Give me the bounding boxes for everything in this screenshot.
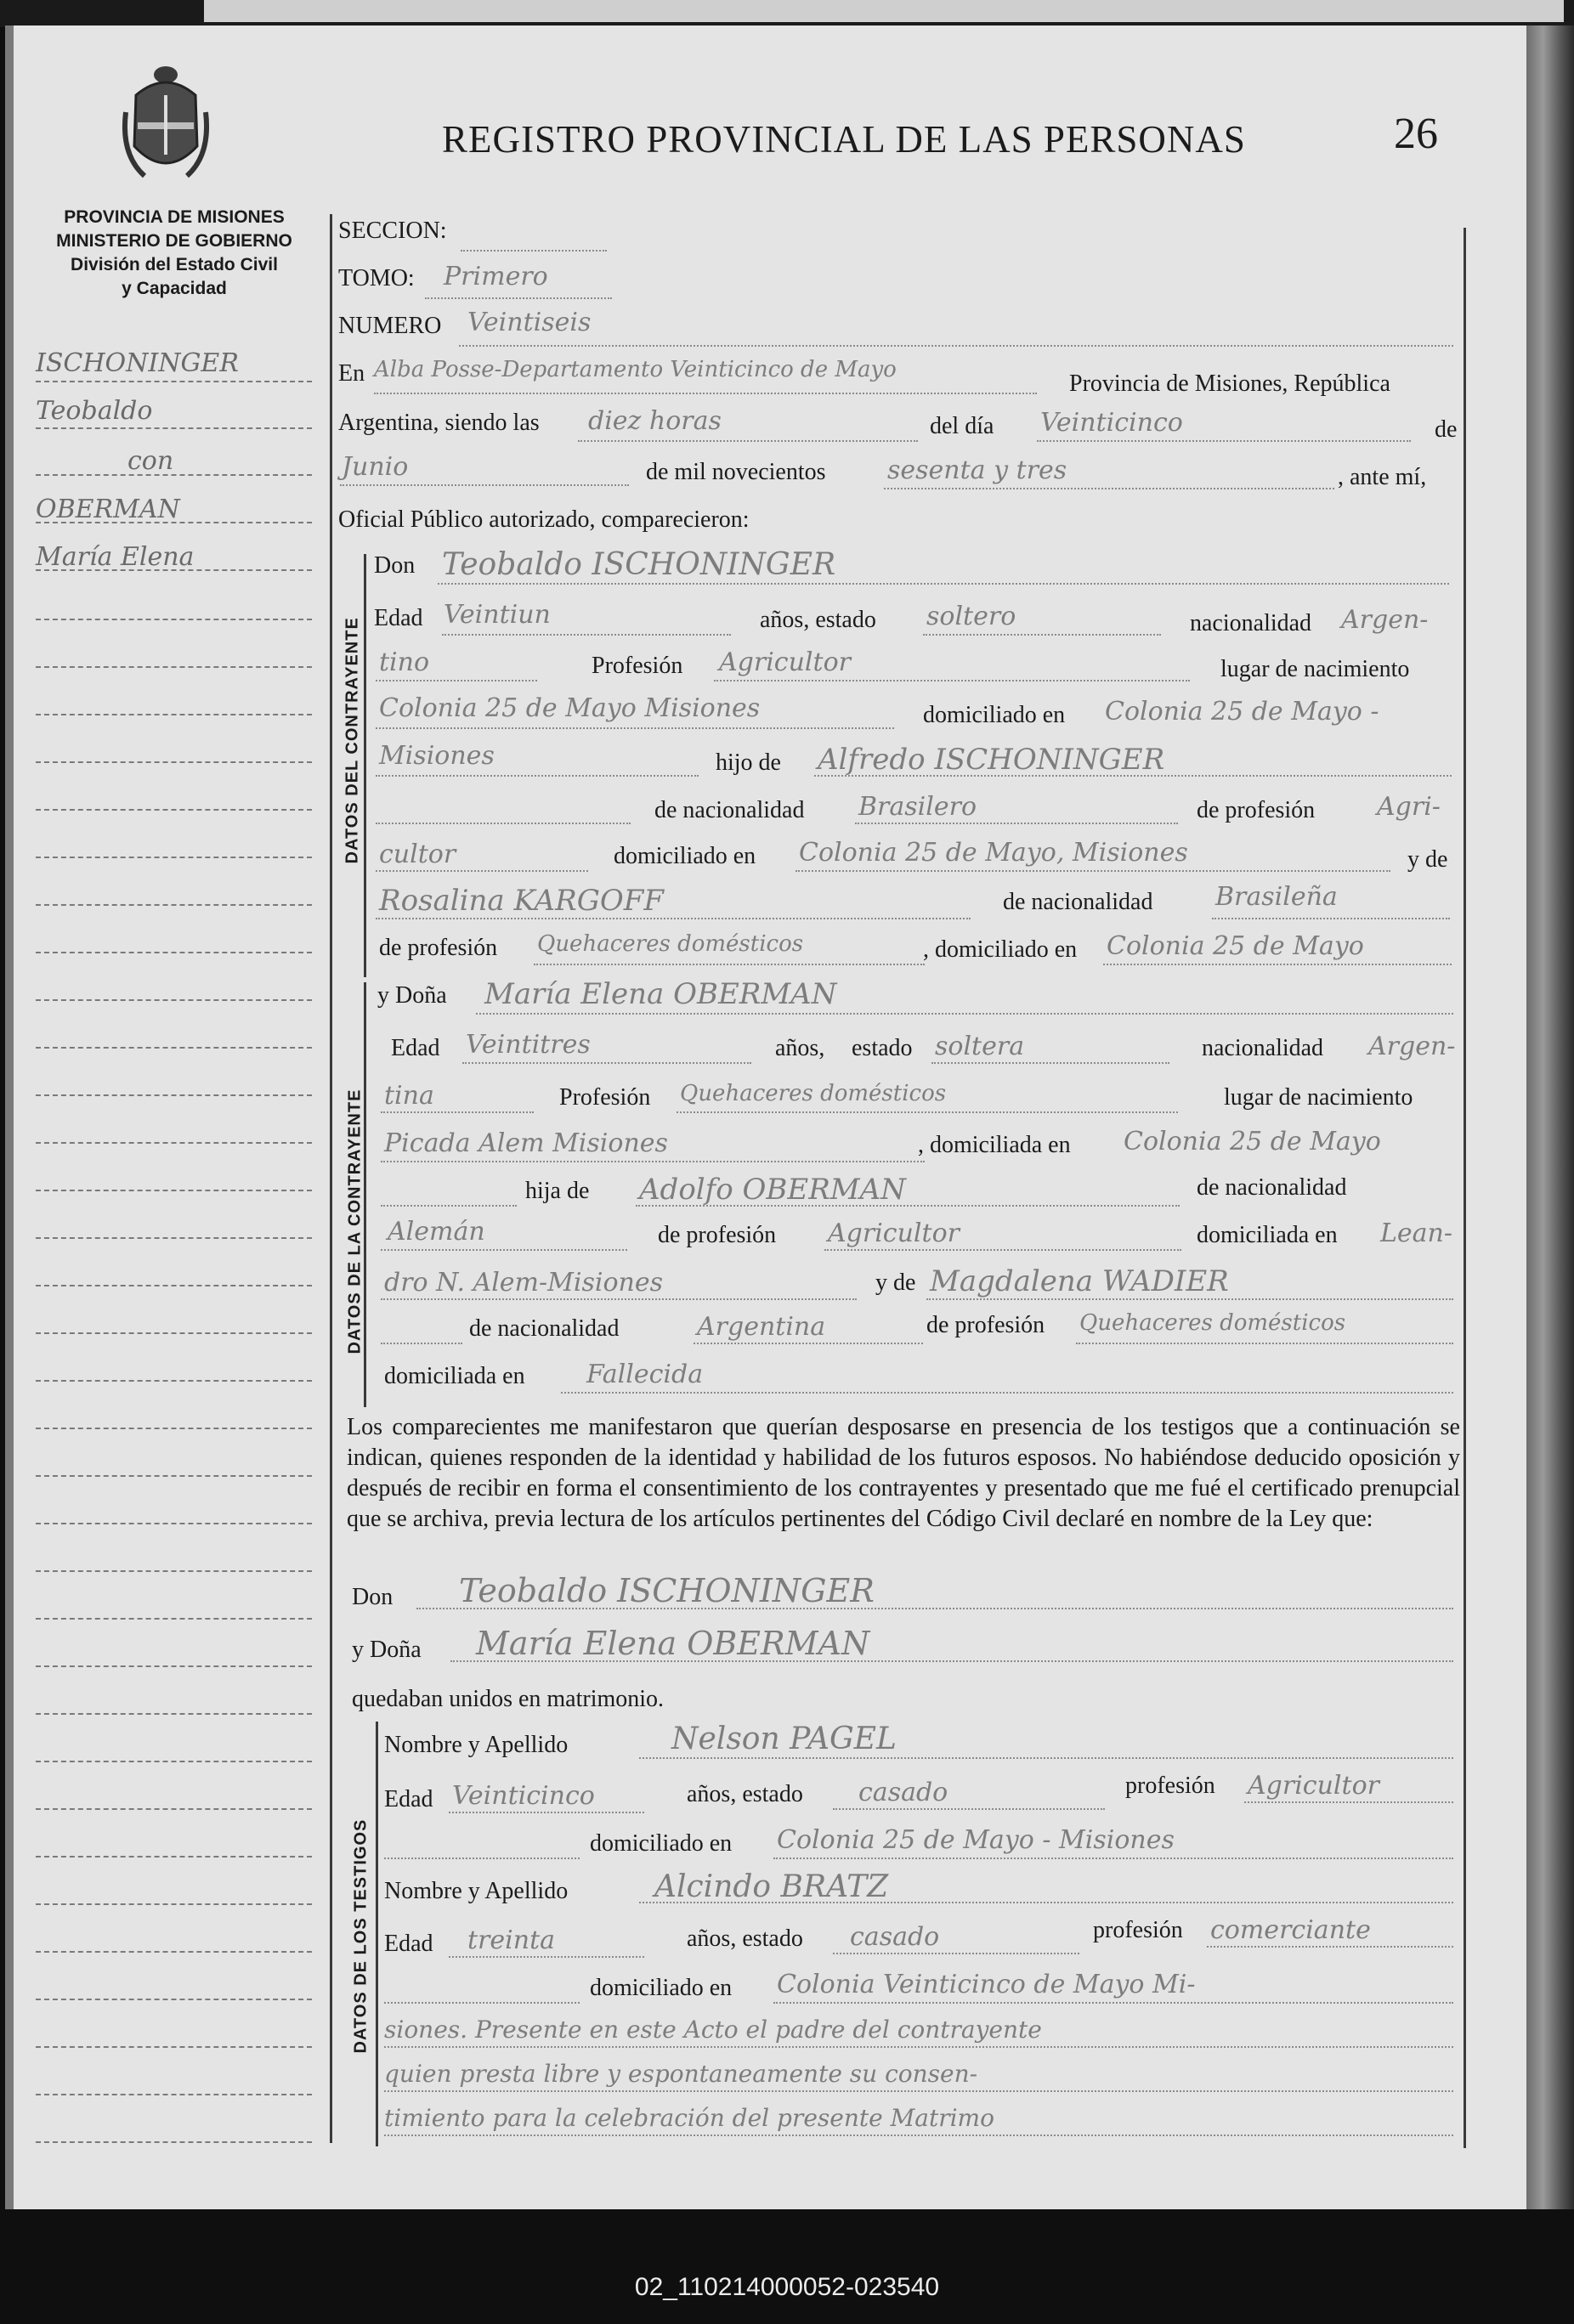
tomo-line	[425, 297, 612, 299]
bride-edad-label: Edad	[391, 1035, 440, 1061]
margin-note-given-2: María Elena	[36, 542, 195, 572]
margin-note-surname-2: OBERMAN	[36, 495, 180, 524]
groom-age: Veintiun	[444, 600, 551, 630]
agency-line-4: y Capacidad	[122, 279, 227, 298]
contrayente-bracket	[364, 554, 366, 977]
witness1-nombre-label: Nombre y Apellido	[384, 1732, 569, 1758]
margin-rule	[36, 1903, 312, 1905]
margin-rule	[36, 1570, 312, 1572]
father-dom-label: domiciliado en	[614, 843, 756, 869]
testigos-section-label: DATOS DE LOS TESTIGOS	[351, 1818, 371, 2054]
margin-rule	[36, 1475, 312, 1477]
margin-rule	[36, 2094, 312, 2095]
margin-rule	[36, 809, 312, 811]
groom-father-prof-1: Agri-	[1377, 792, 1441, 822]
declaration-paragraph: Los comparecientes me manifestaron que querían desposarse en presencia de los testigos que a continuación se indican, quienes responden de la identidad y habilidad de los futuros esposos. No habiéndose deducido oposición y después de recibir en forma el consentimiento de los contrayentes y presentado que me fué el certificado prenupcial que se archiva, previa lectura de los artículos pertinentes del Código Civil declaré en nombre de la Ley que:	[347, 1414, 1460, 1532]
margin-rule	[36, 761, 312, 763]
margin-rule	[36, 1856, 312, 1858]
groom-father-nat: Brasilero	[858, 792, 977, 822]
bride-estado-label: estado	[852, 1035, 913, 1061]
tomo-value: Primero	[444, 262, 548, 291]
bride-father-prof: Agricultor	[828, 1219, 960, 1248]
contrayente-section-label: DATOS DEL CONTRAYENTE	[343, 617, 362, 864]
groom-father-line	[814, 775, 1452, 777]
margin-rule	[36, 1951, 312, 1953]
decl-groom: Teobaldo ISCHONINGER	[459, 1572, 875, 1609]
bride-mother: Magdalena WADIER	[930, 1264, 1229, 1298]
witness2-anos-label: años, estado	[687, 1925, 803, 1952]
margin-rule	[36, 381, 312, 382]
margin-rule	[36, 1047, 312, 1049]
margin-rule	[36, 1618, 312, 1620]
decl-don-label: Don	[352, 1584, 394, 1610]
bride-birthplace: Picada Alem Misiones	[384, 1128, 668, 1158]
bride-blank-line	[381, 1205, 517, 1207]
groom-birthplace-line	[376, 727, 894, 729]
groom-domicile-line	[376, 775, 699, 777]
nacionalidad-label: nacionalidad	[1190, 610, 1312, 636]
edad-label: Edad	[374, 605, 423, 631]
witness2-blank-line	[384, 2002, 580, 2004]
month-value: Junio	[342, 452, 409, 482]
numero-value: Veintiseis	[467, 308, 592, 337]
bride-nat-label: nacionalidad	[1202, 1035, 1324, 1061]
hour-value: diez horas	[588, 406, 722, 436]
groom-mother-prof-line	[534, 964, 925, 965]
groom-nat-1: Argen-	[1341, 605, 1429, 635]
margin-rule	[36, 1523, 312, 1524]
mil-text: de mil novecientos	[646, 459, 826, 485]
contrayenta-section-label: DATOS DE LA CONTRAYENTE	[345, 1088, 365, 1354]
bride-mother-line	[926, 1298, 1453, 1300]
margin-rule	[36, 1190, 312, 1191]
witness1-blank-line	[384, 1858, 580, 1859]
numero-line	[459, 345, 1453, 347]
witness2-prof-line	[1207, 1946, 1453, 1948]
groom-domicile-2: Misiones	[379, 741, 495, 771]
margin-rule	[36, 1380, 312, 1382]
groom-profesion: Agricultor	[719, 647, 851, 677]
groom-father-dom: Colonia 25 de Mayo, Misiones	[799, 838, 1188, 868]
bride-father-nat: Alemán	[388, 1217, 485, 1247]
margin-rule	[36, 1142, 312, 1144]
hour-line	[578, 440, 918, 442]
testigos-bracket	[376, 1722, 378, 2146]
margin-rule	[36, 1094, 312, 1096]
decl-bride: María Elena OBERMAN	[476, 1625, 870, 1662]
margin-rule	[36, 2141, 312, 2143]
margin-rule	[36, 666, 312, 668]
witness2-name: Alcindo BRATZ	[654, 1869, 889, 1904]
dia-text: del día	[930, 413, 994, 439]
witness2-name-line	[639, 1902, 1453, 1903]
witness1-dom-line	[773, 1858, 1453, 1859]
witness1-dom-label: domiciliado en	[590, 1830, 733, 1857]
margin-rule	[36, 952, 312, 953]
bride-nat-2: tina	[384, 1081, 434, 1111]
profesion-label: Profesión	[592, 653, 683, 679]
witness2-dom: Colonia Veinticinco de Mayo Mi-	[777, 1970, 1196, 1999]
place-value: Alba Posse-Departamento Veinticinco de Mayo	[374, 357, 897, 382]
witness2-nombre-label: Nombre y Apellido	[384, 1878, 569, 1904]
groom-estado-line	[923, 634, 1161, 636]
margin-rule	[36, 904, 312, 906]
groom-mother: Rosalina KARGOFF	[379, 884, 664, 918]
margin-rule	[36, 2046, 312, 2048]
margin-note-given: Teobaldo	[36, 396, 153, 426]
witness1-dom: Colonia 25 de Mayo - Misiones	[777, 1825, 1175, 1855]
margin-rule	[36, 1713, 312, 1715]
margin-rule	[36, 1237, 312, 1239]
groom-mother-nat: Brasileña	[1215, 882, 1338, 912]
witness2-dom-label: domiciliado en	[590, 1975, 733, 2001]
groom-domicile-1: Colonia 25 de Mayo -	[1105, 697, 1379, 727]
witness1-age: Veinticinco	[452, 1781, 595, 1811]
bride-mother-prof-line	[1076, 1343, 1453, 1344]
lugar-label: lugar de nacimiento	[1220, 656, 1410, 682]
mother-nat-label: de nacionalidad	[1003, 889, 1153, 915]
domiciliado-label: domiciliado en	[923, 702, 1066, 728]
bride-y-de-label: y de	[875, 1269, 916, 1296]
witness-extra-line-1	[384, 2046, 1453, 2048]
bride-profesion: Quehaceres domésticos	[680, 1081, 947, 1106]
bride-father-dom-2: dro N. Alem-Misiones	[384, 1268, 663, 1298]
witness1-estado-line	[833, 1808, 1105, 1810]
groom-name: Teobaldo ISCHONINGER	[442, 547, 836, 582]
scan-next-page-edge	[204, 0, 1564, 22]
groom-profesion-line	[714, 680, 1190, 681]
bride-mother-nat-line	[694, 1343, 923, 1344]
margin-rule	[36, 1761, 312, 1762]
numero-label: NUMERO	[338, 313, 442, 339]
decl-dona-label: y Doña	[352, 1637, 422, 1663]
bride-father-dom-1: Lean-	[1380, 1219, 1453, 1248]
witness2-prof: comerciante	[1210, 1915, 1371, 1945]
en-label: En	[338, 360, 365, 387]
tomo-label: TOMO:	[338, 265, 415, 291]
month-line	[340, 484, 629, 486]
decl-closing: quedaban unidos en matrimonio.	[352, 1686, 665, 1712]
bride-name-line	[476, 1013, 1453, 1015]
bride-nat-line	[381, 1111, 534, 1113]
groom-father-nat-line	[855, 823, 1178, 824]
margin-rule	[36, 714, 312, 715]
bride-mother-nat-label: de nacionalidad	[469, 1315, 620, 1342]
book-binding	[1526, 25, 1574, 2209]
hija-label: hija de	[525, 1178, 590, 1204]
margin-rule	[36, 619, 312, 620]
national-coat-of-arms-icon	[119, 61, 212, 189]
witness1-prof: Agricultor	[1248, 1771, 1379, 1801]
margin-note-surname: ISCHONINGER	[36, 348, 239, 378]
groom-birthplace: Colonia 25 de Mayo Misiones	[379, 693, 761, 723]
bride-mother-prof-label: de profesión	[926, 1312, 1045, 1338]
witness2-prof-label: profesión	[1093, 1917, 1183, 1943]
witness1-name: Nelson PAGEL	[671, 1722, 897, 1756]
dona-label: y Doña	[377, 982, 447, 1009]
witness2-dom-line	[773, 2002, 1453, 2004]
witness1-prof-label: profesión	[1125, 1773, 1215, 1799]
witness-extra-2: quien presta libre y espontaneamente su consen-	[384, 2060, 978, 2088]
bride-father-nat-label: de nacionalidad	[1197, 1174, 1347, 1201]
groom-father-dom-line	[795, 870, 1390, 872]
groom-father-prof-2: cultor	[379, 840, 456, 869]
margin-note-con: con	[127, 446, 174, 476]
groom-age-line	[442, 634, 731, 636]
day-value: Veinticinco	[1040, 408, 1183, 438]
bride-father-prof-label: de profesión	[658, 1222, 777, 1248]
bride-father-nat-line	[381, 1249, 627, 1251]
margin-rule	[36, 427, 312, 429]
margin-rule	[36, 1428, 312, 1429]
margin-rule	[36, 1999, 312, 2000]
mother-prof-label: de profesión	[379, 935, 498, 961]
witness1-prof-line	[1244, 1801, 1453, 1803]
father-prof-label: de profesión	[1197, 797, 1316, 823]
groom-father-prof-line	[376, 870, 588, 872]
groom-name-line	[438, 583, 1449, 585]
agency-header	[34, 206, 314, 301]
bride-nat-1: Argen-	[1368, 1032, 1456, 1061]
margin-rule	[36, 1808, 312, 1810]
margin-rule	[36, 569, 312, 571]
bride-father-prof-line	[824, 1249, 1181, 1251]
witness-extra-line-2	[384, 2090, 1453, 2092]
year-value: sesenta y tres	[887, 455, 1067, 485]
witness1-name-line	[639, 1757, 1453, 1759]
anos-label: años, estado	[760, 607, 876, 633]
bride-father: Adolfo OBERMAN	[639, 1173, 906, 1207]
bride-profesion-label: Profesión	[559, 1084, 651, 1111]
witness2-estado-line	[833, 1953, 1079, 1954]
left-column-rule	[330, 214, 332, 2143]
witness1-age-line	[449, 1812, 644, 1813]
witness-extra-3: timiento para la celebración del presente Matrimo	[384, 2104, 994, 2132]
de-text: de	[1435, 416, 1458, 443]
year-line	[884, 488, 1334, 489]
witness1-estado: casado	[858, 1778, 948, 1807]
groom-mother-dom: Colonia 25 de Mayo	[1107, 931, 1364, 961]
bride-mother-prof: Quehaceres domésticos	[1079, 1310, 1346, 1336]
bride-domiciliada-label: , domiciliada en	[918, 1132, 1071, 1158]
margin-rule	[36, 1285, 312, 1286]
witness2-edad-label: Edad	[384, 1931, 433, 1957]
argentina-text: Argentina, siendo las	[338, 410, 540, 436]
place-line	[374, 393, 1037, 394]
witness2-estado: casado	[850, 1922, 940, 1952]
witness-extra-line-3	[384, 2135, 1453, 2136]
y-de-label: y de	[1407, 846, 1448, 873]
page-number: 26	[1394, 110, 1438, 158]
father-nat-label: de nacionalidad	[654, 797, 805, 823]
bride-mother-dom-line	[561, 1392, 1453, 1394]
groom-nat-line	[376, 680, 537, 681]
right-column-rule	[1464, 228, 1466, 2148]
margin-rule	[36, 999, 312, 1001]
don-label: Don	[374, 552, 416, 579]
bride-estado: soltera	[935, 1032, 1025, 1061]
bride-blank-line-2	[381, 1343, 462, 1344]
margin-rule	[36, 1665, 312, 1667]
decl-groom-line	[416, 1608, 1453, 1609]
bride-birthplace-line	[381, 1161, 925, 1162]
bride-father-dom-line	[381, 1298, 857, 1300]
bride-father-line	[636, 1205, 1180, 1207]
margin-rule	[36, 474, 312, 476]
image-caption: 02_110214000052-023540	[634, 2273, 940, 2301]
bride-age: Veintitres	[466, 1030, 591, 1060]
seccion-line	[461, 250, 607, 252]
groom-nat-2: tino	[379, 647, 430, 677]
mother-dom-label: , domiciliado en	[923, 936, 1078, 963]
witness1-edad-label: Edad	[384, 1786, 433, 1812]
bride-mother-dom-label: domiciliada en	[384, 1363, 525, 1389]
margin-rule	[36, 1332, 312, 1334]
groom-father: Alfredo ISCHONINGER	[818, 743, 1165, 777]
bride-estado-line	[931, 1062, 1169, 1064]
witness1-anos-label: años, estado	[687, 1781, 803, 1807]
groom-estado: soltero	[926, 602, 1016, 631]
page-title: REGISTRO PROVINCIAL DE LAS PERSONAS	[442, 118, 1246, 161]
margin-rule	[36, 522, 312, 523]
agency-line-3: División del Estado Civil	[71, 255, 278, 274]
day-line	[1037, 440, 1411, 442]
seccion-label: SECCION:	[338, 218, 447, 244]
agency-line-1: PROVINCIA DE MISIONES	[64, 207, 285, 227]
bride-anos-label: años,	[775, 1035, 825, 1061]
witness2-age: treinta	[467, 1925, 556, 1955]
bride-age-line	[462, 1062, 751, 1064]
bride-lugar-label: lugar de nacimiento	[1224, 1084, 1413, 1111]
groom-mother-nat-line	[1212, 918, 1450, 919]
hijo-label: hijo de	[716, 749, 781, 776]
witness-extra-1: siones. Presente en este Acto el padre del contrayente	[384, 2016, 1042, 2044]
bride-mother-nat: Argentina	[697, 1312, 826, 1342]
groom-mother-line	[376, 918, 971, 919]
bride-profesion-line	[677, 1111, 1178, 1113]
bride-domicile: Colonia 25 de Mayo	[1124, 1127, 1381, 1156]
agency-line-2: MINISTERIO DE GOBIERNO	[56, 231, 292, 251]
bride-father-dom-label: domiciliada en	[1197, 1222, 1338, 1248]
bride-name: María Elena OBERMAN	[484, 977, 837, 1011]
margin-rule	[36, 857, 312, 858]
decl-bride-line	[450, 1660, 1453, 1662]
groom-father-line-2	[376, 823, 631, 824]
provincia-text: Provincia de Misiones, República	[1069, 370, 1390, 397]
oficial-text: Oficial Público autorizado, comparecieron:	[338, 506, 750, 533]
ante-text: , ante mí,	[1338, 464, 1427, 490]
groom-mother-prof: Quehaceres domésticos	[537, 931, 804, 957]
witness2-age-line	[449, 1956, 644, 1958]
bride-mother-dom: Fallecida	[586, 1360, 704, 1389]
groom-mother-dom-line	[1103, 964, 1452, 965]
